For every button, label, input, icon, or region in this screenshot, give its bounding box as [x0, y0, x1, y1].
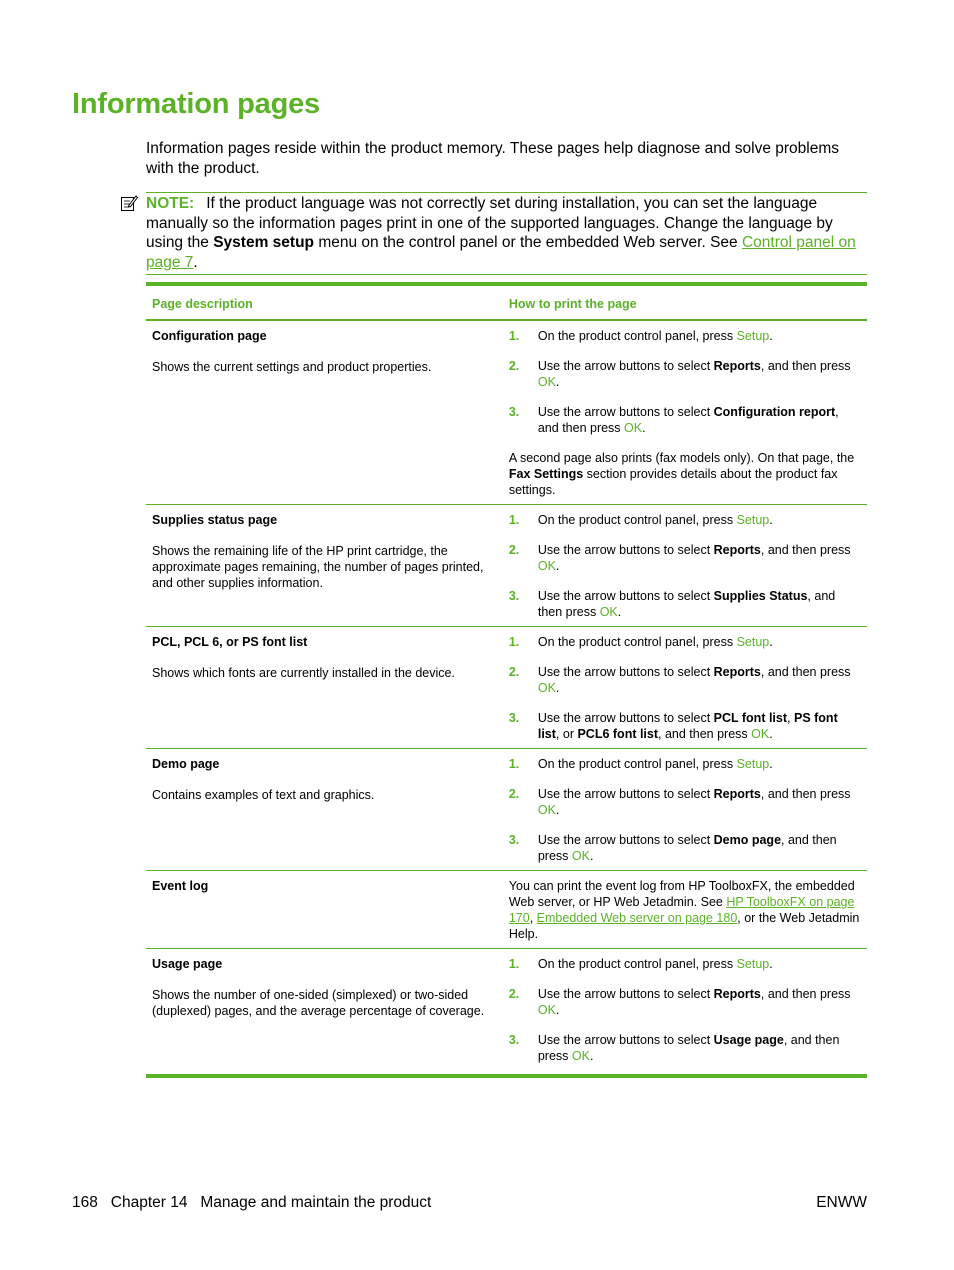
list-item: 2. Use the arrow buttons to select Reports, and then press OK.: [508, 665, 851, 695]
note-label: NOTE:: [146, 195, 195, 212]
list-item: 3. Use the arrow buttons to select Supplies Status, and then press OK.: [508, 589, 836, 619]
page-name: PCL, PCL 6, or PS font list: [152, 635, 308, 649]
page-description: Shows the current settings and product properties.: [152, 360, 432, 374]
steps-list: [509, 328, 861, 436]
page-title: Information pages: [72, 88, 320, 120]
page-name: Usage page: [152, 957, 223, 971]
event-log-text: You can print the event log from HP ToolboxFX, the embedded Web server, or HP Web Jetadmin. See HP ToolboxFX on page 170, Embedded Web server on page 180, or the Web Jetadmin Help.: [508, 879, 860, 941]
information-pages-table: [146, 282, 867, 1078]
embedded-web-server-link[interactable]: Embedded Web server on page 180: [536, 911, 738, 925]
table-row: [146, 871, 867, 949]
table-row: [146, 505, 867, 627]
note-text: menu on the control panel or the embedded Web server. See: [314, 234, 742, 251]
page-description: Contains examples of text and graphics.: [152, 788, 375, 802]
page-description: Shows the number of one-sided (simplexed) or two-sided (duplexed) pages, and the average percentage of coverage.: [152, 988, 485, 1018]
footer-enww: ENWW: [816, 1194, 867, 1211]
page-name: Supplies status page: [152, 513, 278, 527]
hp-toolboxfx-link[interactable]: HP ToolboxFX on page 170: [508, 895, 855, 925]
page-name: Configuration page: [152, 329, 267, 343]
list-item: 1. On the product control panel, press Setup.: [508, 957, 773, 971]
steps-list: [509, 634, 861, 742]
page-name: Demo page: [152, 757, 220, 771]
extra-note: A second page also prints (fax models only). On that page, the Fax Settings section provides details about the product fax settings.: [508, 451, 855, 497]
list-item: 2. Use the arrow buttons to select Reports, and then press OK.: [508, 359, 851, 389]
table-row: [146, 749, 867, 871]
note-bold: System setup: [213, 234, 315, 251]
list-item: 3. Use the arrow buttons to select Configuration report, and then press OK.: [508, 405, 839, 435]
steps-list: [509, 956, 861, 1064]
footer-page-info: 168 Chapter 14 Manage and maintain the product: [72, 1194, 432, 1211]
list-item: 2. Use the arrow buttons to select Reports, and then press OK.: [508, 987, 851, 1017]
note-text: .: [193, 253, 198, 271]
page-name: Event log: [152, 879, 209, 893]
list-item: 3. Use the arrow buttons to select Usage page, and then press OK.: [508, 1033, 840, 1063]
note-box: [146, 192, 867, 275]
table-row: [146, 949, 867, 1077]
intro-paragraph: Information pages reside within the product memory. These pages help diagnose and solve problems with the product.: [146, 140, 840, 177]
list-item: 1. On the product control panel, press Setup.: [508, 757, 773, 771]
list-item: 3. Use the arrow buttons to select Demo page, and then press OK.: [508, 833, 837, 863]
note-text: If the product language was not correctly set during installation, you can set the language manually so the information pages print in one of the supported languages. Change the language by using the: [146, 195, 833, 251]
note-pencil-icon: [120, 194, 138, 212]
page-description: Shows which fonts are currently installed in the device.: [152, 666, 455, 680]
table-row: [146, 627, 867, 749]
header-how-to-print: How to print the page: [503, 284, 867, 320]
list-item: 1. On the product control panel, press Setup.: [508, 329, 773, 343]
header-page-description: Page description: [146, 284, 503, 320]
table-row: [146, 320, 867, 505]
control-panel-link[interactable]: Control panel on page 7: [146, 234, 856, 271]
list-item: 3. Use the arrow buttons to select PCL font list, PS font list, or PCL6 font list, and then press OK.: [508, 711, 838, 741]
page-description: Shows the remaining life of the HP print cartridge, the approximate pages remaining, the number of pages printed, and other supplies information.: [152, 544, 484, 590]
list-item: 1. On the product control panel, press Setup.: [508, 635, 773, 649]
steps-list: [509, 756, 861, 864]
list-item: 2. Use the arrow buttons to select Reports, and then press OK.: [508, 543, 851, 573]
list-item: 1. On the product control panel, press Setup.: [508, 513, 773, 527]
list-item: 2. Use the arrow buttons to select Reports, and then press OK.: [508, 787, 851, 817]
steps-list: [509, 512, 861, 620]
